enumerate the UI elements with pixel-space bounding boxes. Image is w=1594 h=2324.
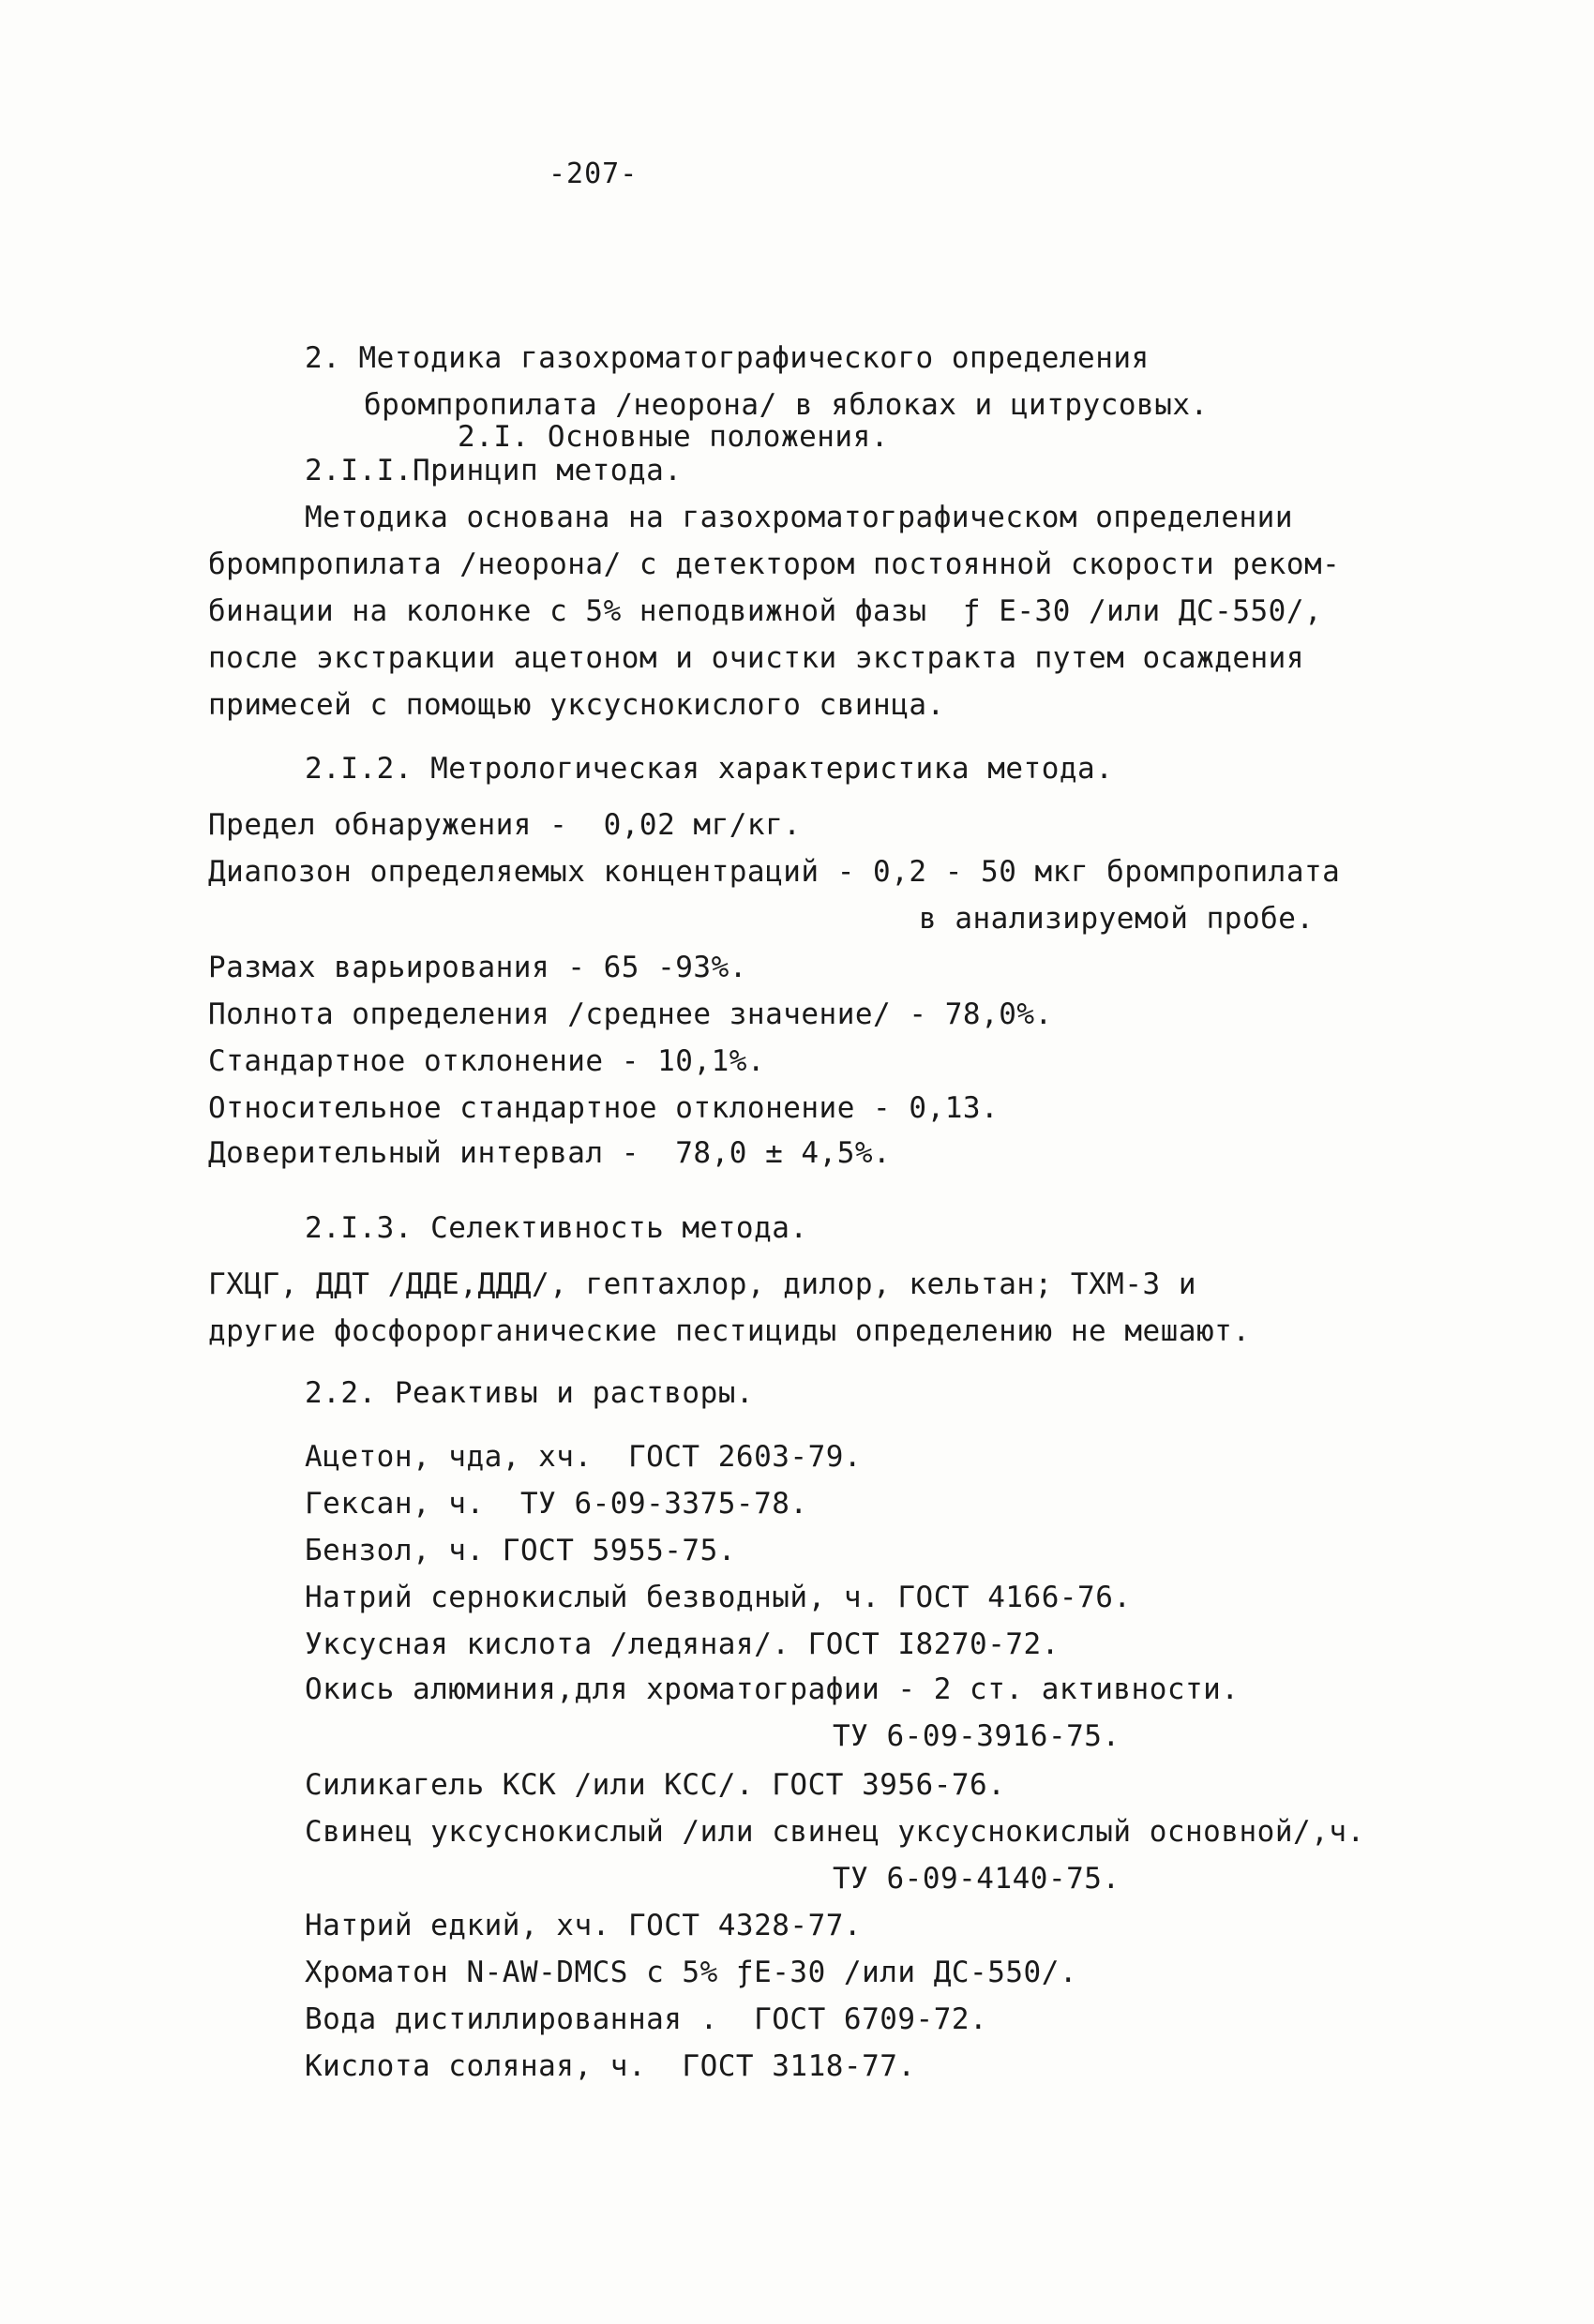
reagent-line: Свинец уксуснокислый /или свинец уксуснокислый основной/,ч.	[305, 1815, 1365, 1849]
reagent-line: Натрий едкий, хч. ГОСТ 4328-77.	[305, 1909, 863, 1942]
reagent-line: Хроматон N-AW-DMCS с 5% ƒЕ-30 /или ДС-550/.	[305, 1956, 1078, 1989]
metrology-line: Доверительный интервал - 78,0 ± 4,5%.	[208, 1136, 892, 1170]
selectivity-line: ГХЦГ, ДДТ /ДДЕ,ДДД/, гептахлор, дилор, кельтан; ТХМ-3 и	[208, 1267, 1196, 1301]
reagent-line: Кислота соляная, ч. ГОСТ 3118-77.	[305, 2049, 916, 2083]
metrology-line: Предел обнаружения - 0,02 мг/кг.	[208, 808, 802, 842]
subsection-2-1-heading: 2.I. Основные положения.	[458, 420, 889, 454]
principle-line: Методика основана на газохроматографическом определении	[305, 501, 1293, 534]
section-title-line1: 2. Методика газохроматографического определения	[305, 341, 1150, 375]
reagent-line: Уксусная кислота /ледяная/. ГОСТ I8270-72.	[305, 1627, 1060, 1661]
reagent-line: Ацетон, чда, хч. ГОСТ 2603-79.	[305, 1440, 863, 1474]
subsection-2-1-1-heading: 2.I.I.Принцип метода.	[305, 454, 683, 487]
reagent-line: Натрий сернокислый безводный, ч. ГОСТ 4166-76.	[305, 1581, 1132, 1614]
page-number: -207-	[549, 157, 639, 190]
metrology-line: Размах варьирования - 65 -93%.	[208, 951, 747, 984]
metrology-line: Полнота определения /среднее значение/ - 78,0%.	[208, 997, 1053, 1031]
reagent-line: Гексан, ч. ТУ 6-09-3375-78.	[305, 1487, 808, 1521]
reagent-line: ТУ 6-09-4140-75.	[833, 1862, 1120, 1896]
reagent-line: Силикагель КСК /или КСС/. ГОСТ 3956-76.	[305, 1768, 1006, 1802]
principle-line: бинации на колонке с 5% неподвижной фазы ƒ Е-30 /или ДС-550/,	[208, 594, 1323, 628]
selectivity-line: другие фосфорорганические пестициды определению не мешают.	[208, 1314, 1251, 1348]
metrology-line: Относительное стандартное отклонение - 0,13.	[208, 1091, 1000, 1125]
reagent-line: Бензол, ч. ГОСТ 5955-75.	[305, 1534, 736, 1567]
metrology-line: Стандартное отклонение - 10,1%.	[208, 1044, 766, 1078]
principle-line: примесей с помощью уксуснокислого свинца.	[208, 688, 945, 722]
principle-line: после экстракции ацетоном и очистки экстракта путем осаждения	[208, 641, 1304, 675]
subsection-2-1-2-heading: 2.I.2. Метрологическая характеристика метода.	[305, 752, 1114, 786]
principle-line: бромпропилата /неорона/ с детектором постоянной скорости реком-	[208, 547, 1341, 581]
metrology-line: в анализируемой пробе.	[919, 902, 1315, 936]
reagent-line: Вода дистиллированная . ГОСТ 6709-72.	[305, 2002, 988, 2036]
metrology-line: Диапозон определяемых концентраций - 0,2 - 50 мкг бромпропилата	[208, 855, 1341, 889]
reagent-line: ТУ 6-09-3916-75.	[833, 1719, 1120, 1753]
section-title-line2: бромпропилата /неорона/ в яблоках и цитрусовых.	[364, 388, 1209, 422]
reagent-line: Окись алюминия,для хроматографии - 2 ст. активности.	[305, 1672, 1240, 1706]
subsection-2-1-3-heading: 2.I.3. Селективность метода.	[305, 1211, 808, 1245]
subsection-2-2-heading: 2.2. Реактивы и растворы.	[305, 1376, 755, 1410]
